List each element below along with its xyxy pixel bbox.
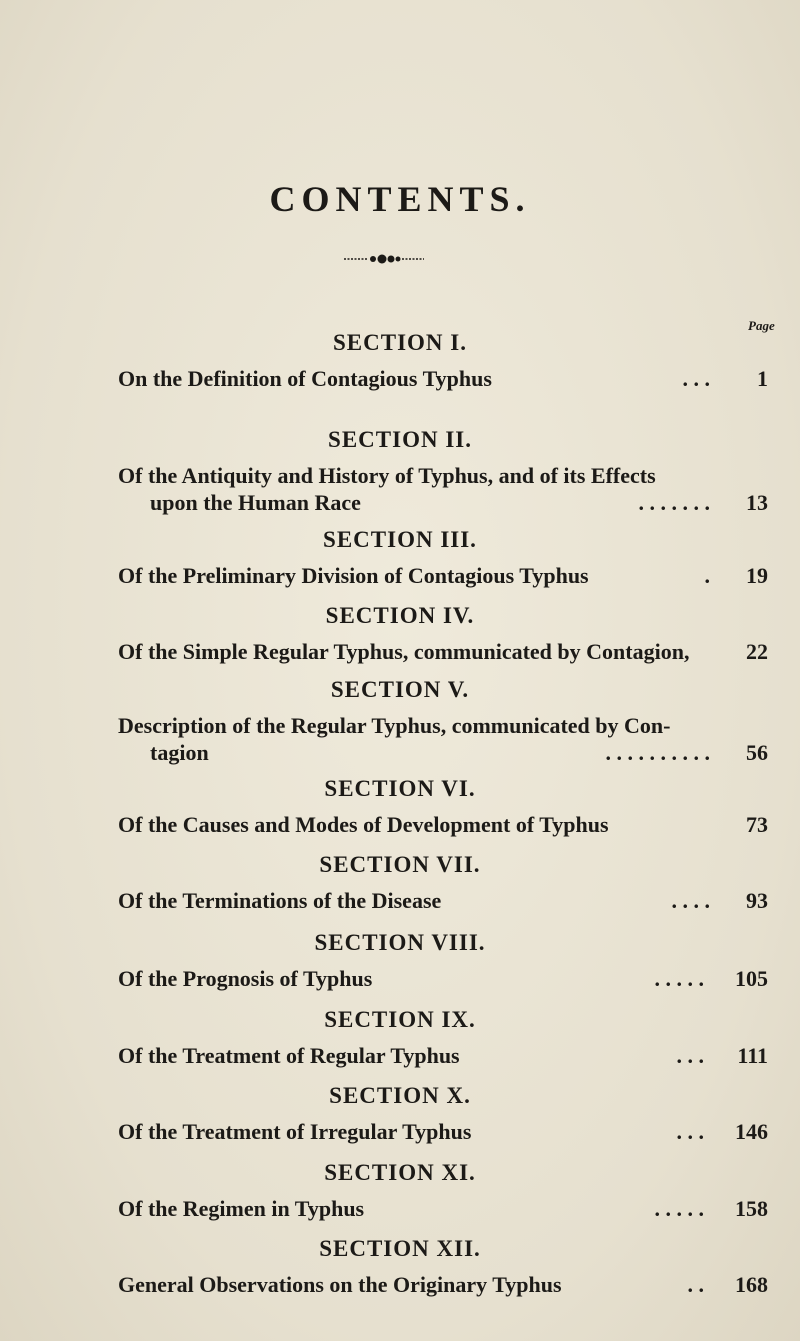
section-heading: SECTION II. [328,427,472,452]
leader-dots: . . . . [671,888,710,913]
page-number: 22 [746,639,768,664]
toc-entry [118,1195,768,1222]
page-number: 168 [735,1272,768,1297]
leader-dots: . . . [676,1119,704,1144]
page-number: 13 [746,490,768,515]
page-number: 73 [746,812,768,837]
page-number: 146 [735,1119,768,1144]
toc-entry [118,562,768,589]
entry-text-line [118,712,768,739]
section-heading: SECTION VI. [324,776,476,801]
entry-text-line [118,638,768,665]
entry-title: upon the Human Race [150,490,361,515]
leader-dots: . . . [682,366,710,391]
entry-title: Of the Terminations of the Disease [118,888,442,913]
leader-dots: . . . [676,1043,704,1068]
page-column-label: Page [748,318,775,333]
toc-entry [118,1042,768,1069]
entry-title: Of the Regimen in Typhus [118,1196,365,1221]
entry-text-line [118,965,768,992]
page-number: 111 [737,1043,768,1068]
entry-title: Of the Preliminary Division of Contagious Typhus [118,563,589,588]
section-heading: SECTION X. [329,1083,471,1108]
page-number: 93 [746,888,768,913]
page-number: 158 [735,1196,768,1221]
section-heading: SECTION I. [333,330,467,355]
entry-text-line [118,1042,768,1069]
section-heading: SECTION VII. [319,852,481,877]
toc-entry [118,1271,768,1298]
toc-entry [118,638,768,665]
entry-title: Of the Treatment of Irregular Typhus [118,1119,472,1144]
toc-entry [118,462,768,516]
toc-entry [118,887,768,914]
entry-text-line [118,1118,768,1145]
leader-dots: . [704,563,710,588]
section-heading: SECTION V. [330,677,470,702]
entry-title: Of the Treatment of Regular Typhus [118,1043,460,1068]
page-number: 19 [746,563,768,588]
entry-text-line [118,489,768,516]
entry-title: tagion [150,740,209,765]
entry-text-line [118,562,768,589]
leader-dots: . . . . . . . . . . [605,740,710,765]
ornament-icon [340,252,440,266]
page-number: 105 [735,966,768,991]
section-heading: SECTION IV. [325,603,475,628]
entry-title: Of the Antiquity and History of Typhus, and of its Effects [118,463,656,488]
page-number: 1 [757,366,768,391]
section-heading: SECTION IX. [324,1007,476,1032]
entry-title: Of the Simple Regular Typhus, communicated by Contagion, [118,639,690,664]
toc-entry [118,712,768,766]
entry-text-line [118,887,768,914]
toc-entry [118,965,768,992]
entry-text-line [118,365,768,392]
toc-entry [118,1118,768,1145]
entry-text-line [118,1195,768,1222]
section-heading: SECTION XII. [319,1236,481,1261]
toc-entry [118,811,768,838]
entry-text-line [118,1271,768,1298]
section-heading: SECTION XI. [324,1160,476,1185]
leader-dots: . . [687,1272,704,1297]
leader-dots: . . . . . [654,1196,704,1221]
page-title: CONTENTS. [269,179,531,219]
section-heading: SECTION III. [323,527,477,552]
leader-dots: . . . . . [654,966,704,991]
entry-title: Description of the Regular Typhus, communicated by Con- [118,713,671,738]
entry-text-line [118,739,768,766]
entry-title: On the Definition of Contagious Typhus [118,366,492,391]
entry-text-line [118,811,768,838]
entry-title: Of the Prognosis of Typhus [118,966,373,991]
entry-title: General Observations on the Originary Typhus [118,1272,562,1297]
entry-title: Of the Causes and Modes of Development of Typhus [118,812,609,837]
page-number: 56 [746,740,768,765]
leader-dots: . . . . . . . [638,490,710,515]
section-heading: SECTION VIII. [314,930,486,955]
toc-entry [118,365,768,392]
entry-text-line [118,462,768,489]
